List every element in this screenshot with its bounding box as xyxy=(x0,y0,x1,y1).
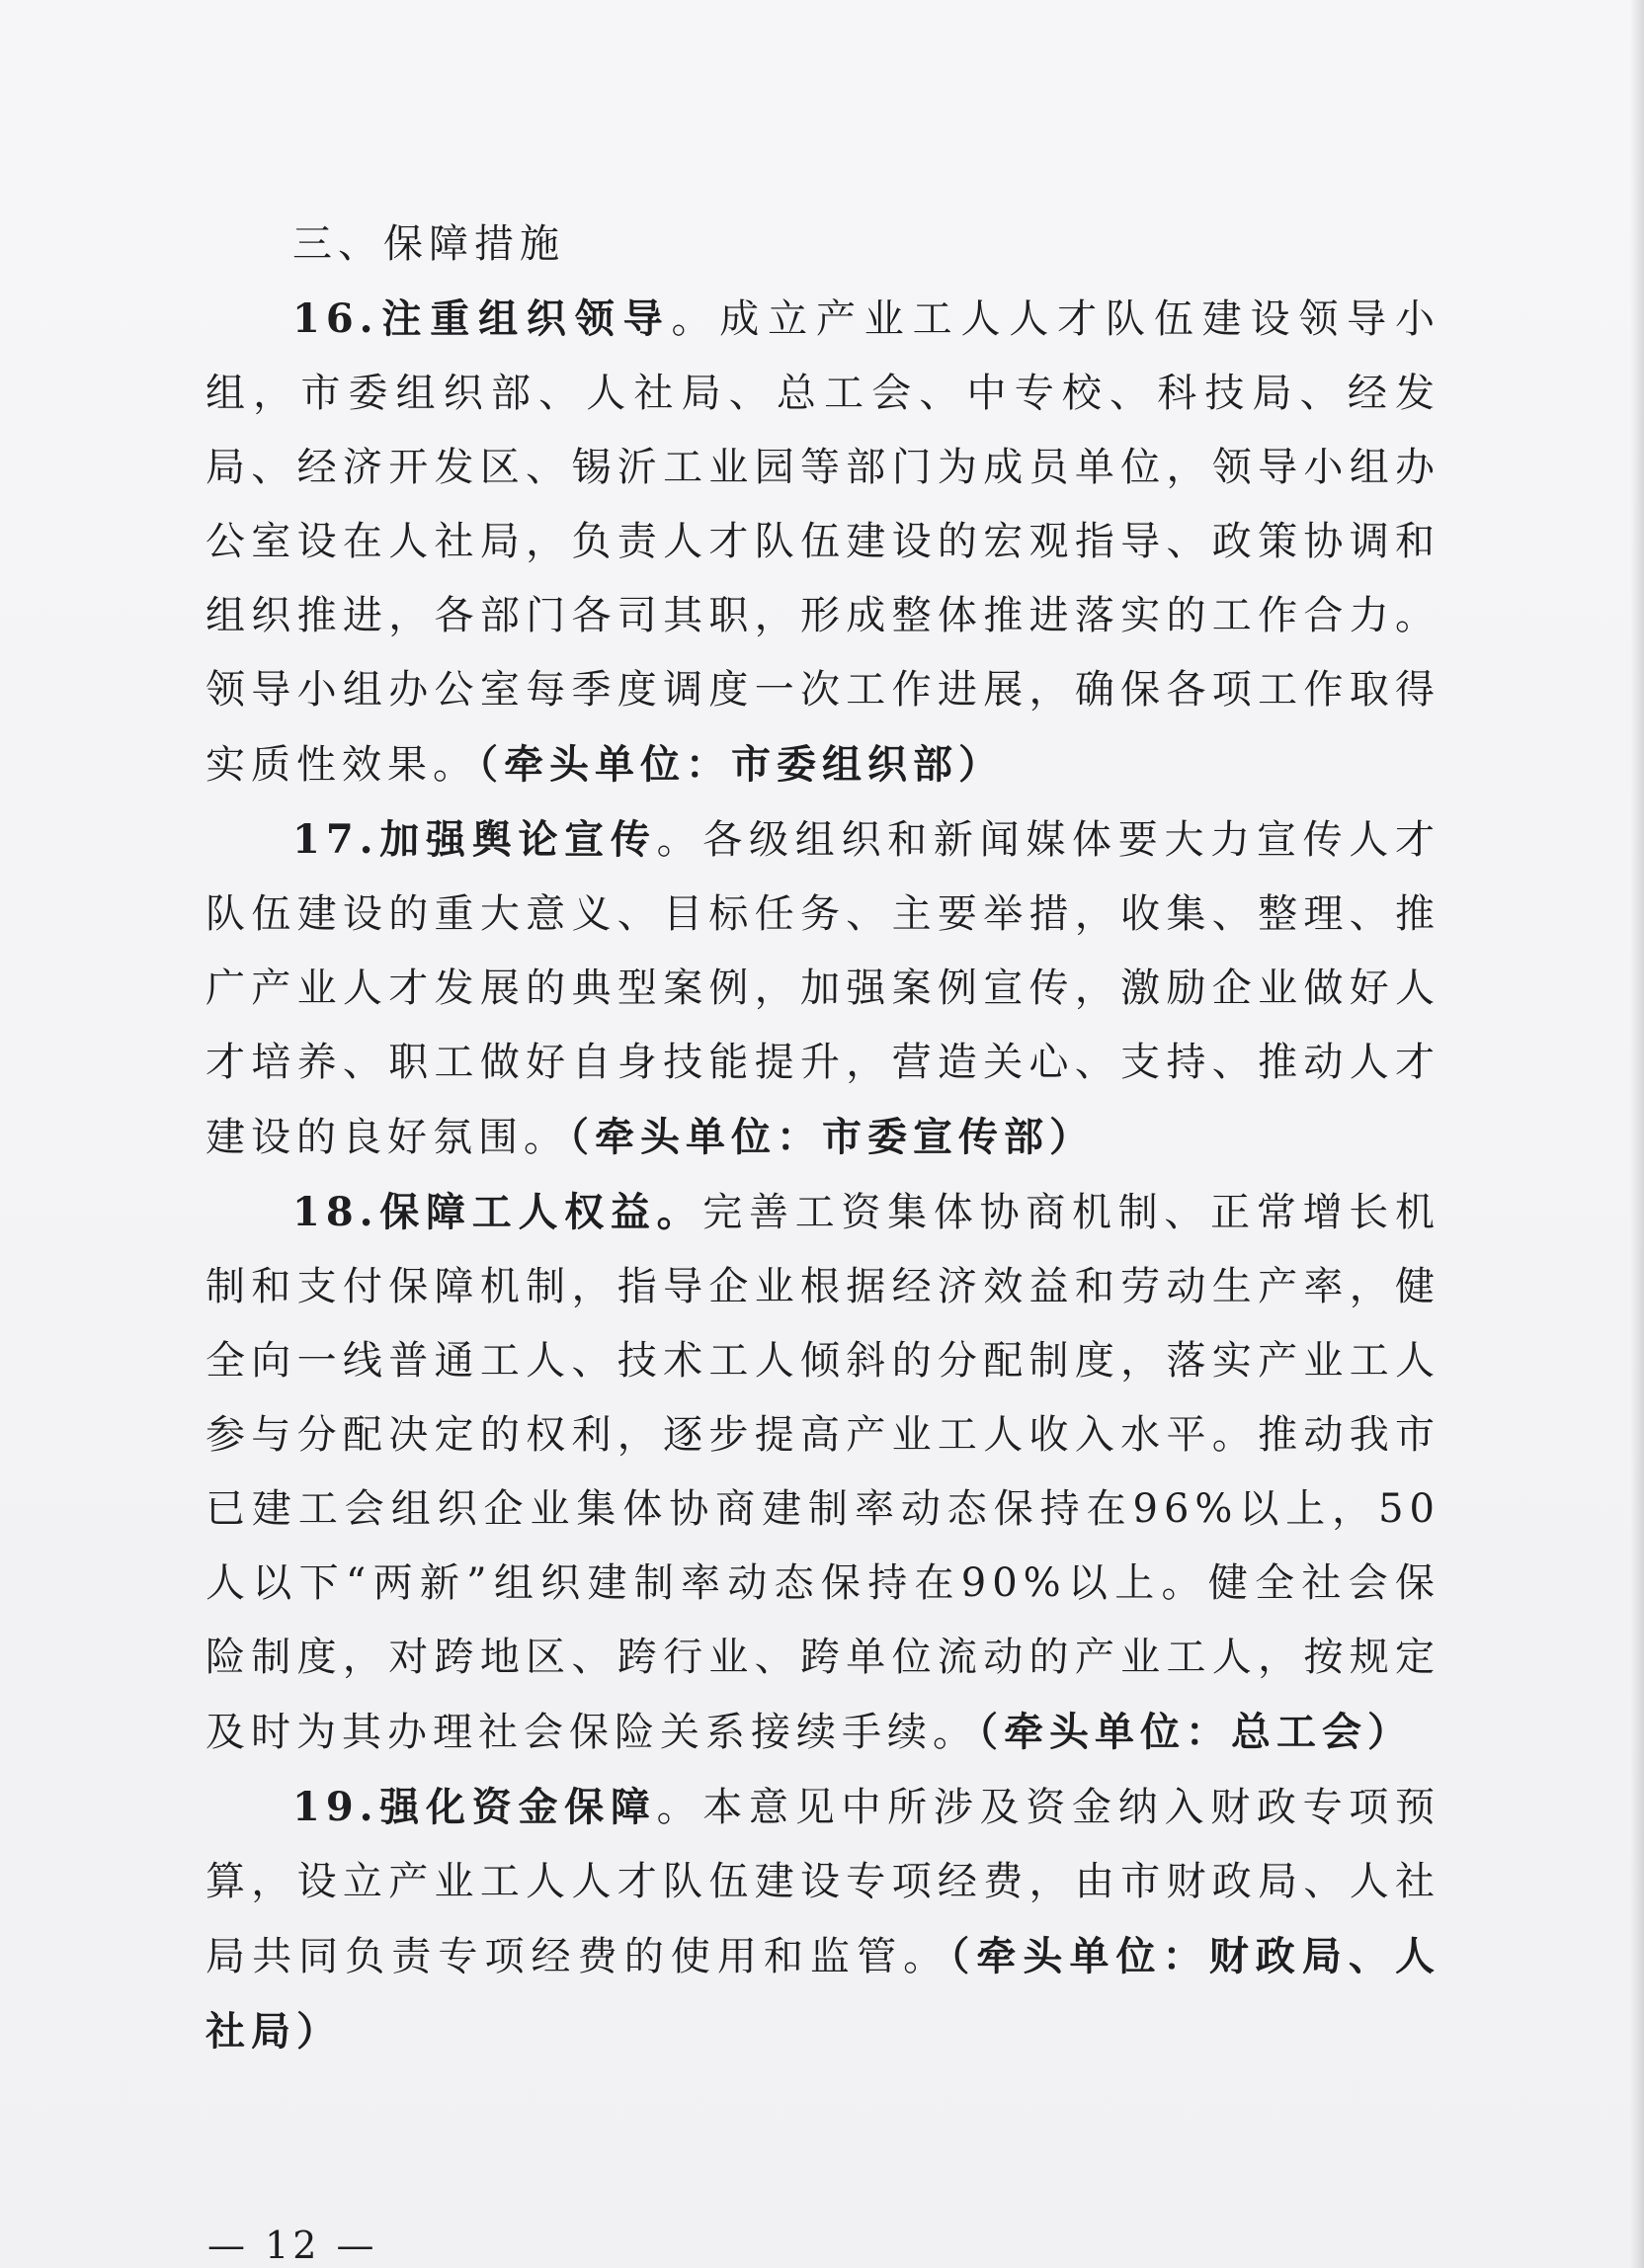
item-body: 。成立产业工人人才队伍建设领导小组，市委组织部、人社局、总工会、中专校、科技局、经发局、经济开发区、锡沂工业园等部门为成员单位，领导小组办公室设在人社局，负责人才队伍建设的宏观指导、政策协调和组织推进，各部门各司其职，形成整体推进落实的工作合力。领导小组办公室每季度调度一次工作进展，确保各项工作取得实质性效果。 xyxy=(206,296,1441,788)
section-heading: 三、保障措施 xyxy=(292,221,565,267)
lead-unit: （牵头单位：市委组织部） xyxy=(478,741,1004,788)
page-number: — 12 — xyxy=(207,2224,378,2267)
item-19 xyxy=(206,1770,1440,2069)
item-title: 16.注重组织领导 xyxy=(292,295,672,342)
lead-unit: （牵头单位：财政局、人社局） xyxy=(206,1933,1441,2055)
page-edge-shadow xyxy=(1630,0,1644,2268)
document-body xyxy=(206,208,1440,2069)
item-body: 。本意见中所涉及资金纳入财政专项预算，设立产业工人人才队伍建设专项经费，由市财政局、人社局共同负责专项经费的使用和监管。 xyxy=(206,1785,1441,1979)
lead-unit: （牵头单位：市委宣传部） xyxy=(569,1114,1095,1160)
item-16 xyxy=(206,282,1440,802)
item-body: 完善工资集体协商机制、正常增长机制和支付保障机制，指导企业根据经济效益和劳动生产率，健全向一线普通工人、技术工人倾斜的分配制度，落实产业工人参与分配决定的权利，逐步提高产业工人收入水平。推动我市已建工会组织企业集体协商建制率动态保持在96%以上，50人以下“两新”组织建制率动态保持在90%以上。健全社会保险制度，对跨地区、跨行业、跨单位流动的产业工人，按规定及时为其办理社会保险关系接续手续。 xyxy=(206,1190,1440,1755)
item-body: 。各级组织和新闻媒体要大力宣传人才队伍建设的重大意义、目标任务、主要举措，收集、整理、推广产业人才发展的典型案例，加强案例宣传，激励企业做好人才培养、职工做好自身技能提升，营造关心、支持、推动人才建设的良好氛围。 xyxy=(206,817,1441,1160)
item-title: 18.保障工人权益。 xyxy=(292,1189,703,1235)
item-18 xyxy=(206,1175,1440,1770)
item-title: 19.强化资金保障 xyxy=(292,1784,657,1830)
lead-unit: （牵头单位：总工会） xyxy=(978,1709,1413,1755)
item-title: 17.加强舆论宣传 xyxy=(292,816,657,863)
item-17 xyxy=(206,802,1440,1175)
